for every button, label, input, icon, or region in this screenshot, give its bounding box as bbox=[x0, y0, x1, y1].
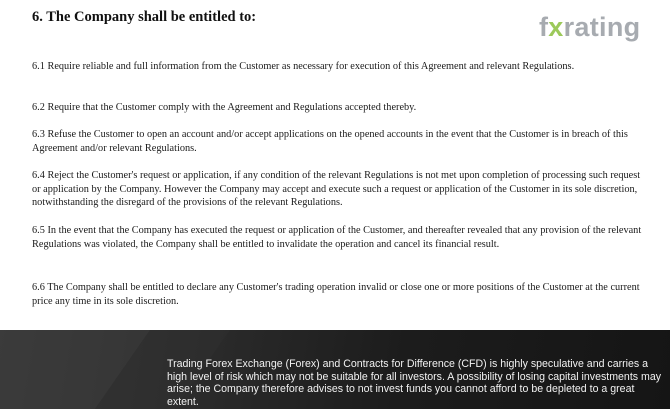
clause-6-2: 6.2 Require that the Customer comply with the Agreement and Regulations accepted thereby. bbox=[32, 102, 417, 113]
clause-6-1: 6.1 Require reliable and full information from the Customer as necessary for execution of this Agreement and relevant Regulations. bbox=[32, 61, 575, 72]
risk-disclaimer-text: Trading Forex Exchange (Forex) and Contracts for Difference (CFD) is highly speculative and carries a high level of risk which may not be suitable for all investors. A possibility of losing capital investments may arise; the Company therefore advises to not invest funds you cannot afford to be depleted to a great extent. bbox=[167, 358, 662, 408]
clause-6-5: 6.5 In the event that the Company has executed the request or application of the Customer, and thereafter revealed that any provision of the relevant Regulations was violated, the Company shall be entitled to invalidate the operation and cancel its financial result. bbox=[32, 225, 642, 250]
logo-prefix: f bbox=[539, 12, 549, 42]
section-heading: 6. The Company shall be entitled to: bbox=[32, 9, 257, 25]
logo-suffix: rating bbox=[563, 12, 641, 42]
risk-disclaimer-banner bbox=[0, 330, 670, 409]
logo-x: x bbox=[548, 12, 564, 42]
fxrating-logo bbox=[539, 10, 640, 44]
clause-6-6: 6.6 The Company shall be entitled to declare any Customer's trading operation invalid or close one or more positions of the Customer at the current price any time in its sole discretion. bbox=[32, 282, 640, 307]
clause-6-4: 6.4 Reject the Customer's request or application, if any condition of the relevant Regulations is not met upon completion of processing such request or application by the Company. However the Company may accept and execute such a request or application of the Customer in its sole discretion, notwithstanding the disregard of the provisions of the relevant Regulations. bbox=[32, 170, 641, 208]
clause-6-3: 6.3 Refuse the Customer to open an account and/or accept applications on the opened accounts in the event that the Customer is in breach of this Agreement and/or relevant Regulations. bbox=[32, 129, 628, 154]
